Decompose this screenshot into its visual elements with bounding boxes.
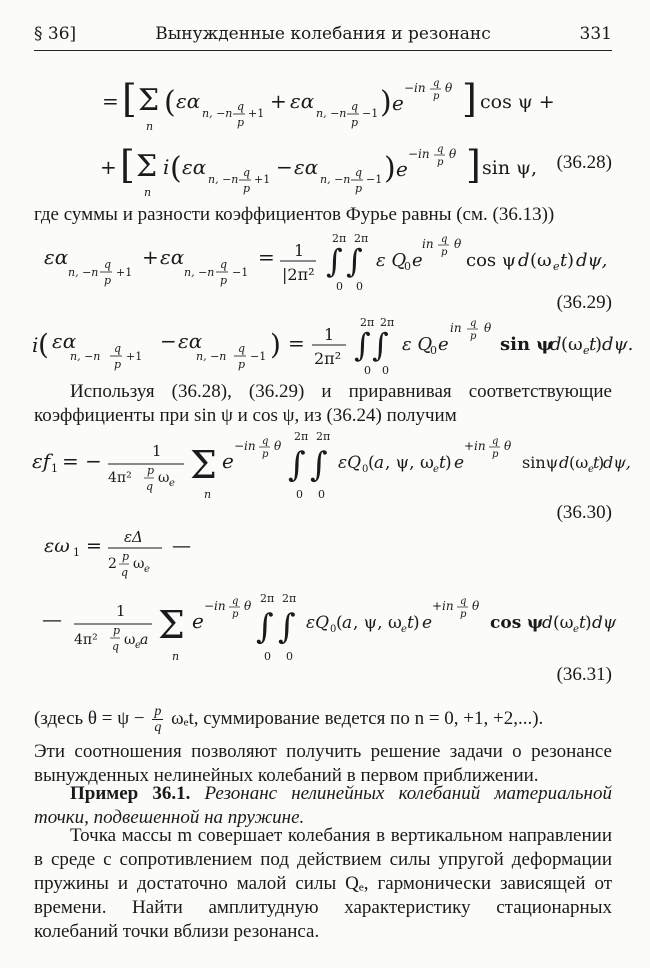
svg-text:εα: εα — [290, 89, 315, 113]
svg-text:): ) — [598, 453, 605, 472]
svg-text:0: 0 — [336, 280, 343, 293]
svg-text:=: = — [102, 89, 119, 113]
svg-text:p: p — [147, 464, 155, 477]
svg-text:dψ,: dψ, — [603, 453, 631, 472]
svg-text:θ: θ — [274, 439, 282, 453]
svg-text:εα: εα — [44, 245, 69, 269]
svg-text:(: ( — [38, 328, 49, 361]
svg-text:+1: +1 — [248, 107, 265, 120]
equation-36-30 — [26, 424, 631, 504]
svg-text:−in: −in — [408, 147, 430, 161]
fraction-p-over-q: $\frac{p}{q}$ — [154, 704, 162, 735]
svg-text:0: 0 — [382, 364, 389, 377]
svg-text:q: q — [492, 436, 499, 447]
svg-text:ω: ω — [133, 556, 145, 572]
svg-text:dψ.: dψ. — [602, 334, 634, 355]
svg-text:0: 0 — [362, 464, 369, 475]
svg-text:e: e — [433, 464, 439, 475]
svg-text:εα: εα — [294, 155, 319, 179]
svg-text:−: − — [276, 155, 293, 179]
note-line — [34, 704, 612, 735]
svg-text:]: ] — [466, 143, 481, 187]
svg-text:e: e — [169, 478, 175, 489]
svg-text:(ω: (ω — [530, 250, 552, 271]
equation-number-36-29: (36.29) — [556, 292, 612, 313]
svg-text:+in: +in — [464, 439, 486, 453]
svg-text:sinψ: sinψ — [522, 453, 559, 472]
svg-text:−1: −1 — [366, 173, 383, 186]
svg-text:p: p — [243, 182, 251, 195]
svg-text:+: + — [142, 245, 159, 269]
svg-text:d: d — [559, 453, 570, 472]
example-heading — [34, 782, 612, 830]
svg-text:e: e — [222, 449, 234, 473]
svg-text:e: e — [135, 640, 141, 651]
svg-text:q: q — [460, 596, 467, 607]
svg-text:(: ( — [336, 613, 343, 633]
svg-text:): ) — [595, 334, 603, 355]
svg-text:): ) — [445, 453, 452, 473]
svg-text:0: 0 — [296, 488, 303, 501]
svg-text:θ: θ — [504, 439, 512, 453]
svg-text:+1: +1 — [254, 173, 271, 186]
example-subtitle: Резонанс нелинейных колебаний материальной точки, подвешенной на пружине. — [34, 783, 612, 828]
note-open: (здесь θ = ψ − — [34, 707, 145, 729]
svg-text:+: + — [270, 89, 287, 113]
svg-text:dψ,: dψ, — [576, 250, 608, 271]
svg-text:(: ( — [170, 151, 182, 186]
svg-text:−1: −1 — [250, 350, 267, 363]
svg-text:n, −n: n, −n — [320, 173, 351, 186]
svg-text:p: p — [460, 609, 467, 620]
svg-text:p: p — [237, 116, 245, 129]
svg-text:t: t — [589, 334, 597, 355]
svg-text:cos ψ: cos ψ — [466, 250, 516, 271]
svg-text:εα: εα — [178, 329, 203, 353]
svg-text:4π²: 4π² — [74, 632, 98, 648]
svg-text:−1: −1 — [232, 266, 249, 279]
svg-text:p: p — [351, 116, 359, 129]
svg-text:∫: ∫ — [372, 326, 389, 364]
svg-text:n: n — [204, 488, 212, 501]
svg-text:0: 0 — [318, 488, 325, 501]
svg-text:t: t — [407, 613, 414, 633]
svg-text:e: e — [438, 334, 449, 355]
equation-number-36-30: (36.30) — [556, 502, 612, 523]
svg-text:q: q — [112, 640, 120, 653]
page-number: 331 — [579, 24, 612, 44]
svg-text:1: 1 — [73, 546, 80, 559]
svg-text:|2π²: |2π² — [282, 265, 315, 284]
svg-text:θ: θ — [244, 599, 252, 613]
svg-text:, ψ, ω: , ψ, ω — [385, 453, 434, 473]
svg-text:n, −n: n, −n — [68, 266, 99, 279]
equation-36-31-line-1 — [34, 520, 614, 588]
svg-text:p: p — [355, 182, 363, 195]
svg-text:e: e — [583, 344, 590, 357]
svg-text:e: e — [454, 453, 465, 473]
svg-text:e: e — [553, 260, 560, 273]
svg-text:n, −n: n, −n — [316, 107, 347, 120]
svg-text:ε Q: ε Q — [376, 250, 407, 271]
svg-text:p: p — [122, 550, 130, 563]
svg-text:e: e — [422, 613, 433, 633]
svg-text:∫: ∫ — [346, 242, 363, 280]
example-title: Пример 36.1. — [70, 783, 191, 804]
svg-text:[: [ — [122, 77, 137, 121]
svg-text:2π²: 2π² — [314, 349, 342, 368]
svg-text:d: d — [550, 334, 562, 355]
svg-text:]: ] — [462, 77, 477, 121]
svg-text:p: p — [441, 247, 448, 258]
svg-text:∫: ∫ — [326, 242, 343, 280]
svg-text:−1: −1 — [362, 107, 379, 120]
svg-text:Σ: Σ — [136, 149, 158, 184]
svg-text:q: q — [121, 566, 129, 579]
svg-text:q: q — [243, 166, 251, 179]
svg-text:p: p — [470, 331, 477, 342]
svg-text:e: e — [396, 157, 408, 181]
svg-text:i: i — [163, 155, 170, 179]
svg-text:2π: 2π — [282, 592, 297, 605]
svg-text:cos ψ +: cos ψ + — [480, 91, 555, 113]
svg-text:ω: ω — [124, 632, 136, 648]
svg-text:q: q — [104, 258, 112, 271]
svg-text:=: = — [86, 535, 102, 557]
equation-36-28-line-2 — [40, 138, 620, 200]
svg-text:2π: 2π — [332, 232, 347, 245]
svg-text:∫: ∫ — [288, 445, 306, 485]
svg-text:): ) — [413, 613, 420, 633]
svg-text:εα: εα — [160, 245, 185, 269]
svg-text:n, −n: n, −n — [70, 350, 101, 363]
svg-text:dψ: dψ — [592, 613, 617, 633]
svg-text:∫: ∫ — [256, 607, 274, 647]
svg-text:a: a — [140, 632, 149, 648]
svg-text:εα: εα — [176, 89, 201, 113]
svg-text:cos ψ: cos ψ — [490, 613, 544, 633]
svg-text:p: p — [104, 274, 112, 287]
svg-text:0: 0 — [356, 280, 363, 293]
paragraph-problem: Точка массы m совершает колебания в вертикальном направлении в среде с сопротивлением под действием силы упругой деформации пружины и достаточно малой силы Qₑ, гармонически зависящей от времени. Найти амплитудную характеристику стационарных колебаний точки вблизи резонанса. — [34, 825, 612, 942]
svg-text:p: p — [238, 358, 246, 371]
svg-text:e: e — [192, 609, 204, 633]
svg-text:+1: +1 — [116, 266, 133, 279]
svg-text:q: q — [351, 100, 359, 113]
svg-text:θ: θ — [472, 599, 480, 613]
svg-text:, ψ, ω: , ψ, ω — [353, 613, 402, 633]
svg-text:2π: 2π — [260, 592, 275, 605]
svg-text:e: e — [401, 624, 407, 635]
svg-text:q: q — [441, 234, 448, 245]
equation-36-28-line-1 — [40, 68, 620, 138]
svg-text:(ω: (ω — [569, 453, 589, 472]
svg-text:(: ( — [368, 453, 375, 473]
svg-text:t: t — [560, 250, 568, 271]
svg-text:): ) — [567, 250, 575, 271]
svg-text:p: p — [433, 91, 440, 102]
svg-text:εα: εα — [182, 155, 207, 179]
svg-text:Σ: Σ — [138, 83, 160, 118]
svg-text:a: a — [374, 453, 385, 473]
header-rule — [34, 50, 612, 51]
svg-text:(ω: (ω — [561, 334, 583, 355]
svg-text:q: q — [238, 342, 246, 355]
running-header — [34, 20, 612, 46]
svg-text:in: in — [422, 237, 434, 251]
equation-number-36-28: (36.28) — [556, 152, 612, 173]
svg-text:∫: ∫ — [354, 326, 371, 364]
svg-text:p: p — [492, 449, 499, 460]
svg-text:1: 1 — [152, 442, 162, 460]
svg-text:p: p — [113, 624, 121, 637]
svg-text:−in: −in — [404, 81, 426, 95]
svg-text:e: e — [573, 624, 579, 635]
svg-text:2π: 2π — [354, 232, 369, 245]
svg-text:εQ: εQ — [306, 613, 330, 633]
svg-text:n, −n: n, −n — [196, 350, 227, 363]
svg-text:p: p — [262, 449, 269, 460]
svg-text:+: + — [100, 155, 117, 179]
svg-text:q: q — [220, 258, 228, 271]
svg-text:ε Q: ε Q — [402, 334, 433, 355]
svg-text:Σ: Σ — [190, 443, 217, 487]
svg-text:p: p — [114, 358, 122, 371]
svg-text:t: t — [439, 453, 446, 473]
svg-text:1: 1 — [324, 325, 335, 344]
svg-text:q: q — [262, 436, 269, 447]
svg-text:1: 1 — [294, 241, 305, 260]
svg-text:—: — — [42, 607, 62, 631]
svg-text:(ω: (ω — [553, 613, 574, 633]
svg-text:t: t — [593, 453, 600, 472]
svg-text:−in: −in — [234, 439, 256, 453]
svg-text:d: d — [518, 250, 530, 271]
svg-text:n: n — [146, 120, 154, 133]
svg-text:2π: 2π — [316, 430, 331, 443]
section-ref: § 36] — [34, 24, 77, 44]
svg-text:n: n — [172, 650, 180, 663]
svg-text:(: ( — [164, 85, 176, 120]
svg-text:0: 0 — [430, 344, 437, 357]
svg-text:εα: εα — [52, 329, 77, 353]
svg-text:∫: ∫ — [310, 445, 328, 485]
svg-text:0: 0 — [330, 624, 337, 635]
equation-36-29-line-1 — [34, 228, 614, 298]
svg-text:sin ψ: sin ψ — [500, 334, 554, 355]
running-title: Вынужденные колебания и резонанс — [155, 24, 491, 44]
svg-text:): ) — [270, 328, 281, 361]
svg-text:=: = — [288, 331, 305, 355]
svg-text:e: e — [144, 564, 150, 575]
svg-text:e: e — [588, 464, 594, 475]
svg-text:q: q — [232, 596, 239, 607]
equation-36-29-line-2 — [26, 312, 634, 382]
svg-text:0: 0 — [286, 650, 293, 663]
paragraph-relations: Эти соотношения позволяют получить решение задачи о резонансе вынужденных нелинейных колебаний в первом приближении. — [34, 741, 612, 786]
svg-text:q: q — [146, 480, 154, 493]
svg-text:n, −n: n, −n — [202, 107, 233, 120]
svg-text:in: in — [450, 321, 462, 335]
paragraph-using: Используя (36.28), (36.29) и приравнивая соответствующие коэффициенты при sin ψ и cos ψ, из (36.24) получим — [34, 381, 612, 426]
svg-text:∫: ∫ — [278, 607, 296, 647]
svg-text:sin ψ,: sin ψ, — [482, 157, 538, 179]
svg-text:+1: +1 — [126, 350, 143, 363]
svg-text:i: i — [32, 333, 39, 357]
svg-text:t: t — [579, 613, 586, 633]
svg-text:p: p — [232, 609, 239, 620]
note-rest: ωₑt, суммирование ведется по n = 0, +1, +2,...). — [171, 707, 544, 729]
svg-text:2π: 2π — [380, 316, 395, 329]
svg-text:): ) — [384, 151, 396, 186]
svg-text:—: — — [172, 535, 191, 557]
svg-text:1: 1 — [51, 462, 58, 475]
svg-text:e: e — [392, 91, 404, 115]
svg-text:p: p — [220, 274, 228, 287]
svg-text:θ: θ — [449, 147, 457, 161]
svg-text:q: q — [355, 166, 363, 179]
svg-text:εω: εω — [44, 535, 70, 557]
svg-text:0: 0 — [264, 650, 271, 663]
svg-text:d: d — [542, 613, 553, 633]
svg-text:2: 2 — [108, 556, 117, 572]
svg-text:q: q — [114, 342, 122, 355]
svg-text:= −: = − — [62, 449, 102, 473]
svg-text:θ: θ — [445, 81, 453, 95]
equation-36-31-line-2 — [34, 588, 617, 668]
svg-text:=: = — [258, 245, 275, 269]
svg-text:p: p — [437, 157, 444, 168]
svg-text:n, −n: n, −n — [184, 266, 215, 279]
svg-text:0: 0 — [364, 364, 371, 377]
svg-text:q: q — [237, 100, 245, 113]
svg-text:q: q — [433, 78, 440, 89]
svg-text:Σ: Σ — [158, 603, 185, 647]
svg-text:q: q — [470, 318, 477, 329]
svg-text:εQ: εQ — [338, 453, 362, 473]
svg-text:): ) — [585, 613, 592, 633]
svg-text:4π²: 4π² — [108, 470, 132, 486]
svg-text:a: a — [342, 613, 353, 633]
equation-number-36-31: (36.31) — [556, 664, 612, 685]
paragraph-where-sums: где суммы и разности коэффициентов Фурье равны (см. (36.13)) — [34, 204, 555, 225]
svg-text:εf: εf — [32, 449, 51, 473]
svg-text:−in: −in — [204, 599, 226, 613]
svg-text:n, −n: n, −n — [208, 173, 239, 186]
svg-text:[: [ — [120, 143, 135, 187]
svg-text:e: e — [412, 250, 423, 271]
svg-text:): ) — [380, 85, 392, 120]
svg-text:ω: ω — [158, 470, 170, 486]
svg-text:q: q — [437, 144, 444, 155]
svg-text:1: 1 — [116, 602, 126, 620]
svg-text:εΔ: εΔ — [124, 528, 143, 546]
svg-text:θ: θ — [484, 321, 492, 335]
svg-text:θ: θ — [454, 237, 462, 251]
svg-text:−: − — [160, 329, 177, 353]
svg-text:2π: 2π — [294, 430, 309, 443]
svg-text:+in: +in — [432, 599, 454, 613]
svg-text:0: 0 — [404, 260, 411, 273]
svg-text:n: n — [144, 186, 152, 199]
svg-text:2π: 2π — [360, 316, 375, 329]
